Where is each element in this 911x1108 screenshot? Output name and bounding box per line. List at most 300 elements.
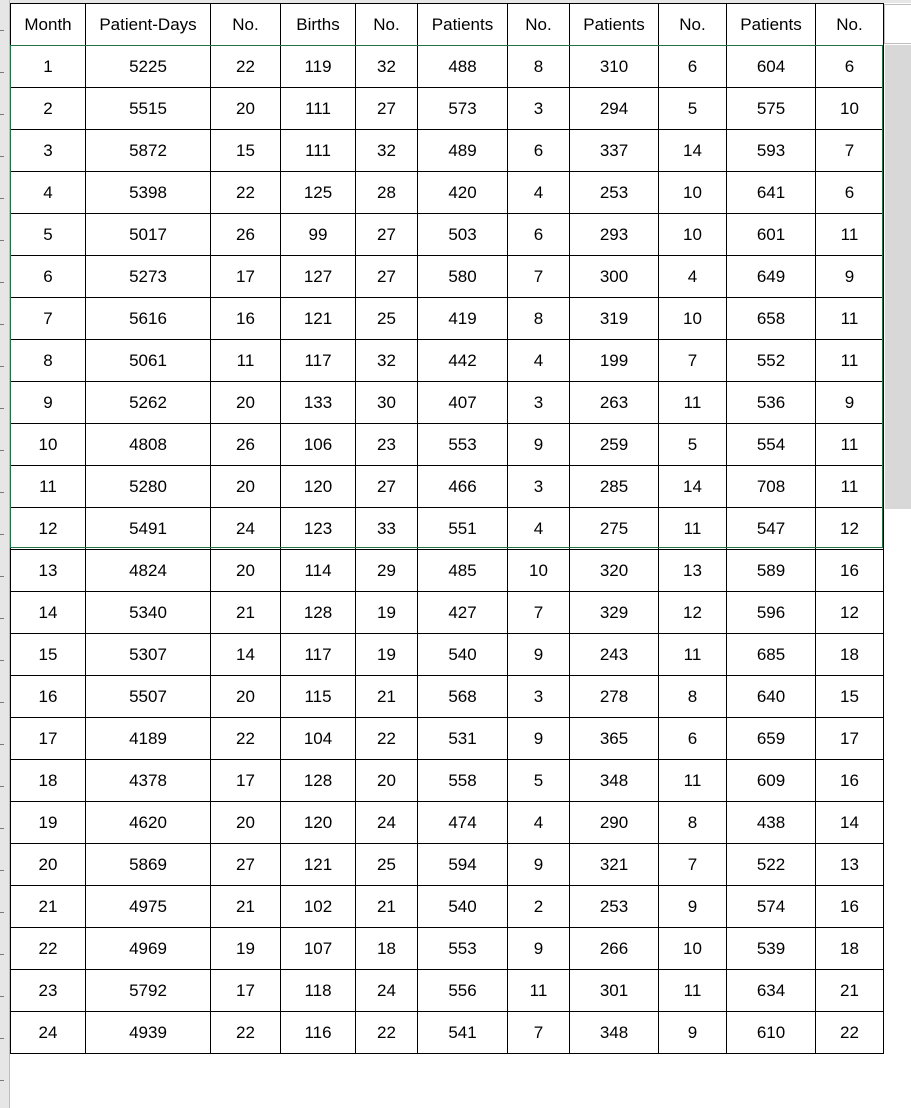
table-cell[interactable]: 26 bbox=[211, 214, 281, 256]
table-row bbox=[11, 760, 884, 802]
table-cell[interactable]: 104 bbox=[281, 718, 356, 760]
table-cell[interactable]: 9 bbox=[508, 424, 570, 466]
table-cell[interactable]: 32 bbox=[356, 340, 418, 382]
table-cell[interactable]: 4378 bbox=[86, 760, 211, 802]
table-cell[interactable]: 32 bbox=[356, 46, 418, 88]
table-cell[interactable]: 9 bbox=[508, 718, 570, 760]
table-cell[interactable]: 22 bbox=[211, 1012, 281, 1054]
table-cell[interactable]: 26 bbox=[211, 424, 281, 466]
table-cell[interactable]: 290 bbox=[570, 802, 659, 844]
table-cell[interactable]: 22 bbox=[211, 172, 281, 214]
table-cell[interactable]: 20 bbox=[211, 802, 281, 844]
table-cell[interactable]: 27 bbox=[211, 844, 281, 886]
table-cell[interactable]: 10 bbox=[659, 214, 727, 256]
spreadsheet-grid[interactable] bbox=[10, 3, 884, 1054]
table-cell[interactable]: 15 bbox=[816, 676, 884, 718]
table-cell[interactable]: 589 bbox=[727, 550, 816, 592]
table-cell[interactable]: 33 bbox=[356, 508, 418, 550]
table-cell[interactable]: 11 bbox=[659, 382, 727, 424]
row-header-tick bbox=[0, 828, 4, 829]
table-cell[interactable]: 6 bbox=[816, 172, 884, 214]
table-cell[interactable]: 114 bbox=[281, 550, 356, 592]
table-cell[interactable]: 6 bbox=[659, 718, 727, 760]
table-cell[interactable]: 16 bbox=[816, 760, 884, 802]
table-cell[interactable]: 243 bbox=[570, 634, 659, 676]
table-cell[interactable]: 19 bbox=[11, 802, 86, 844]
row-header-tick bbox=[0, 660, 4, 661]
table-cell[interactable]: 4 bbox=[508, 508, 570, 550]
table-cell[interactable]: 685 bbox=[727, 634, 816, 676]
table-cell[interactable]: 14 bbox=[11, 592, 86, 634]
table-cell[interactable]: 3 bbox=[508, 88, 570, 130]
row-header-tick bbox=[0, 954, 4, 955]
table-cell[interactable]: 28 bbox=[356, 172, 418, 214]
table-cell[interactable]: 573 bbox=[418, 88, 508, 130]
table-cell[interactable]: 438 bbox=[727, 802, 816, 844]
table-cell[interactable]: 488 bbox=[418, 46, 508, 88]
table-cell[interactable]: 128 bbox=[281, 760, 356, 802]
table-cell[interactable]: 22 bbox=[356, 1012, 418, 1054]
table-cell[interactable]: 11 bbox=[816, 298, 884, 340]
table-cell[interactable]: 14 bbox=[816, 802, 884, 844]
table-cell[interactable]: 10 bbox=[659, 172, 727, 214]
table-cell[interactable]: 12 bbox=[816, 592, 884, 634]
table-cell[interactable]: 266 bbox=[570, 928, 659, 970]
table-cell[interactable]: 20 bbox=[11, 844, 86, 886]
table-cell[interactable]: 8 bbox=[11, 340, 86, 382]
table-cell[interactable]: 659 bbox=[727, 718, 816, 760]
table-cell[interactable]: 12 bbox=[659, 592, 727, 634]
table-cell[interactable]: 5061 bbox=[86, 340, 211, 382]
table-cell[interactable]: 4620 bbox=[86, 802, 211, 844]
table-cell[interactable]: 117 bbox=[281, 340, 356, 382]
table-cell[interactable]: 604 bbox=[727, 46, 816, 88]
table-cell[interactable]: 3 bbox=[11, 130, 86, 172]
table-cell[interactable]: 474 bbox=[418, 802, 508, 844]
table-cell[interactable]: 9 bbox=[659, 886, 727, 928]
table-cell[interactable]: 18 bbox=[816, 634, 884, 676]
table-cell[interactable]: 8 bbox=[508, 298, 570, 340]
table-cell[interactable]: 121 bbox=[281, 844, 356, 886]
table-cell[interactable]: 610 bbox=[727, 1012, 816, 1054]
header-cell[interactable]: Patient-Days bbox=[86, 4, 211, 46]
table-row bbox=[11, 214, 884, 256]
table-cell[interactable]: 11 bbox=[816, 424, 884, 466]
row-header-tick bbox=[0, 492, 4, 493]
table-cell[interactable]: 17 bbox=[211, 970, 281, 1012]
table-cell[interactable]: 485 bbox=[418, 550, 508, 592]
table-row bbox=[11, 46, 884, 88]
table-cell[interactable]: 593 bbox=[727, 130, 816, 172]
table-cell[interactable]: 540 bbox=[418, 886, 508, 928]
table-cell[interactable]: 20 bbox=[211, 676, 281, 718]
table-cell[interactable]: 17 bbox=[211, 760, 281, 802]
header-cell[interactable]: Patients bbox=[727, 4, 816, 46]
table-cell[interactable]: 18 bbox=[11, 760, 86, 802]
table-cell[interactable]: 7 bbox=[508, 592, 570, 634]
vertical-scrollbar[interactable] bbox=[885, 45, 911, 509]
table-row bbox=[11, 634, 884, 676]
table-cell[interactable]: 8 bbox=[659, 802, 727, 844]
table-cell[interactable]: 536 bbox=[727, 382, 816, 424]
table-cell[interactable]: 310 bbox=[570, 46, 659, 88]
table-cell[interactable]: 9 bbox=[508, 634, 570, 676]
table-cell[interactable]: 6 bbox=[659, 46, 727, 88]
table-cell[interactable]: 2 bbox=[11, 88, 86, 130]
table-cell[interactable]: 16 bbox=[11, 676, 86, 718]
table-cell[interactable]: 365 bbox=[570, 718, 659, 760]
table-cell[interactable]: 23 bbox=[11, 970, 86, 1012]
table-cell[interactable]: 4 bbox=[508, 340, 570, 382]
table-cell[interactable]: 5872 bbox=[86, 130, 211, 172]
table-cell[interactable]: 5869 bbox=[86, 844, 211, 886]
table-cell[interactable]: 5515 bbox=[86, 88, 211, 130]
table-cell[interactable]: 24 bbox=[356, 802, 418, 844]
table-cell[interactable]: 17 bbox=[211, 256, 281, 298]
table-cell[interactable]: 10 bbox=[816, 88, 884, 130]
table-cell[interactable]: 19 bbox=[211, 928, 281, 970]
table-cell[interactable]: 531 bbox=[418, 718, 508, 760]
table-cell[interactable]: 300 bbox=[570, 256, 659, 298]
table-cell[interactable]: 5 bbox=[659, 88, 727, 130]
table-cell[interactable]: 22 bbox=[211, 718, 281, 760]
table-cell[interactable]: 4 bbox=[508, 172, 570, 214]
table-cell[interactable]: 8 bbox=[659, 676, 727, 718]
table-cell[interactable]: 7 bbox=[11, 298, 86, 340]
table-cell[interactable]: 3 bbox=[508, 382, 570, 424]
table-cell[interactable]: 111 bbox=[281, 88, 356, 130]
table-cell[interactable]: 22 bbox=[816, 1012, 884, 1054]
table-cell[interactable]: 16 bbox=[211, 298, 281, 340]
table-cell[interactable]: 7 bbox=[816, 130, 884, 172]
table-cell[interactable]: 5307 bbox=[86, 634, 211, 676]
table-cell[interactable]: 5280 bbox=[86, 466, 211, 508]
table-cell[interactable]: 24 bbox=[11, 1012, 86, 1054]
table-cell[interactable]: 5273 bbox=[86, 256, 211, 298]
table-cell[interactable]: 23 bbox=[356, 424, 418, 466]
table-cell[interactable]: 294 bbox=[570, 88, 659, 130]
table-cell[interactable]: 708 bbox=[727, 466, 816, 508]
header-cell[interactable]: Patients bbox=[418, 4, 508, 46]
table-cell[interactable]: 5507 bbox=[86, 676, 211, 718]
table-cell[interactable]: 199 bbox=[570, 340, 659, 382]
table-cell[interactable]: 337 bbox=[570, 130, 659, 172]
row-header-tick bbox=[0, 240, 4, 241]
table-cell[interactable]: 20 bbox=[211, 382, 281, 424]
table-cell[interactable]: 11 bbox=[659, 970, 727, 1012]
table-cell[interactable]: 10 bbox=[11, 424, 86, 466]
table-cell[interactable]: 556 bbox=[418, 970, 508, 1012]
table-cell[interactable]: 30 bbox=[356, 382, 418, 424]
table-cell[interactable]: 466 bbox=[418, 466, 508, 508]
table-cell[interactable]: 348 bbox=[570, 760, 659, 802]
table-cell[interactable]: 489 bbox=[418, 130, 508, 172]
table-cell[interactable]: 20 bbox=[356, 760, 418, 802]
table-cell[interactable]: 25 bbox=[356, 844, 418, 886]
table-cell[interactable]: 4969 bbox=[86, 928, 211, 970]
table-cell[interactable]: 641 bbox=[727, 172, 816, 214]
table-cell[interactable]: 11 bbox=[659, 508, 727, 550]
table-cell[interactable]: 10 bbox=[508, 550, 570, 592]
table-cell[interactable]: 24 bbox=[211, 508, 281, 550]
table-cell[interactable]: 121 bbox=[281, 298, 356, 340]
table-cell[interactable]: 21 bbox=[356, 676, 418, 718]
table-cell[interactable]: 5225 bbox=[86, 46, 211, 88]
table-cell[interactable]: 427 bbox=[418, 592, 508, 634]
table-cell[interactable]: 4939 bbox=[86, 1012, 211, 1054]
table-cell[interactable]: 27 bbox=[356, 256, 418, 298]
table-cell[interactable]: 20 bbox=[211, 466, 281, 508]
table-cell[interactable]: 111 bbox=[281, 130, 356, 172]
table-cell[interactable]: 5 bbox=[11, 214, 86, 256]
table-cell[interactable]: 5491 bbox=[86, 508, 211, 550]
table-cell[interactable]: 594 bbox=[418, 844, 508, 886]
table-row bbox=[11, 256, 884, 298]
table-cell[interactable]: 15 bbox=[11, 634, 86, 676]
table-cell[interactable]: 419 bbox=[418, 298, 508, 340]
table-cell[interactable]: 575 bbox=[727, 88, 816, 130]
table-cell[interactable]: 120 bbox=[281, 802, 356, 844]
table-cell[interactable]: 6 bbox=[508, 214, 570, 256]
table-cell[interactable]: 27 bbox=[356, 88, 418, 130]
table-cell[interactable]: 106 bbox=[281, 424, 356, 466]
table-cell[interactable]: 29 bbox=[356, 550, 418, 592]
table-cell[interactable]: 9 bbox=[508, 928, 570, 970]
table-cell[interactable]: 20 bbox=[211, 550, 281, 592]
table-cell[interactable]: 6 bbox=[816, 46, 884, 88]
table-cell[interactable]: 574 bbox=[727, 886, 816, 928]
table-cell[interactable]: 7 bbox=[659, 340, 727, 382]
table-cell[interactable]: 27 bbox=[356, 214, 418, 256]
table-cell[interactable]: 11 bbox=[211, 340, 281, 382]
table-cell[interactable]: 25 bbox=[356, 298, 418, 340]
table-cell[interactable]: 4189 bbox=[86, 718, 211, 760]
table-cell[interactable]: 22 bbox=[11, 928, 86, 970]
table-cell[interactable]: 9 bbox=[508, 844, 570, 886]
table-cell[interactable]: 125 bbox=[281, 172, 356, 214]
row-header-tick bbox=[0, 576, 4, 577]
table-cell[interactable]: 18 bbox=[816, 928, 884, 970]
table-cell[interactable]: 21 bbox=[211, 592, 281, 634]
table-cell[interactable]: 20 bbox=[211, 88, 281, 130]
header-cell[interactable]: No. bbox=[816, 4, 884, 46]
table-cell[interactable]: 19 bbox=[356, 592, 418, 634]
table-cell[interactable]: 5 bbox=[659, 424, 727, 466]
table-cell[interactable]: 539 bbox=[727, 928, 816, 970]
table-cell[interactable]: 4975 bbox=[86, 886, 211, 928]
table-cell[interactable]: 278 bbox=[570, 676, 659, 718]
table-cell[interactable]: 14 bbox=[211, 634, 281, 676]
table-cell[interactable]: 640 bbox=[727, 676, 816, 718]
table-cell[interactable]: 12 bbox=[11, 508, 86, 550]
table-cell[interactable]: 10 bbox=[659, 928, 727, 970]
table-cell[interactable]: 7 bbox=[508, 1012, 570, 1054]
table-cell[interactable]: 553 bbox=[418, 928, 508, 970]
table-cell[interactable]: 4824 bbox=[86, 550, 211, 592]
table-cell[interactable]: 442 bbox=[418, 340, 508, 382]
row-header-tick bbox=[0, 156, 4, 157]
table-cell[interactable]: 275 bbox=[570, 508, 659, 550]
table-cell[interactable]: 5792 bbox=[86, 970, 211, 1012]
table-cell[interactable]: 102 bbox=[281, 886, 356, 928]
table-cell[interactable]: 541 bbox=[418, 1012, 508, 1054]
table-cell[interactable]: 24 bbox=[356, 970, 418, 1012]
table-cell[interactable]: 9 bbox=[816, 256, 884, 298]
table-cell[interactable]: 22 bbox=[211, 46, 281, 88]
table-cell[interactable]: 21 bbox=[816, 970, 884, 1012]
table-cell[interactable]: 5 bbox=[508, 760, 570, 802]
table-cell[interactable]: 9 bbox=[11, 382, 86, 424]
table-cell[interactable]: 321 bbox=[570, 844, 659, 886]
table-cell[interactable]: 14 bbox=[659, 130, 727, 172]
table-cell[interactable]: 552 bbox=[727, 340, 816, 382]
table-cell[interactable]: 133 bbox=[281, 382, 356, 424]
table-cell[interactable]: 407 bbox=[418, 382, 508, 424]
table-cell[interactable]: 12 bbox=[816, 508, 884, 550]
table-cell[interactable]: 554 bbox=[727, 424, 816, 466]
table-cell[interactable]: 5616 bbox=[86, 298, 211, 340]
table-cell[interactable]: 117 bbox=[281, 634, 356, 676]
empty-cell[interactable] bbox=[884, 4, 911, 44]
table-cell[interactable]: 1 bbox=[11, 46, 86, 88]
table-cell[interactable]: 19 bbox=[356, 634, 418, 676]
table-cell[interactable]: 21 bbox=[11, 886, 86, 928]
table-cell[interactable]: 253 bbox=[570, 886, 659, 928]
table-cell[interactable]: 540 bbox=[418, 634, 508, 676]
header-cell[interactable]: No. bbox=[356, 4, 418, 46]
table-cell[interactable]: 21 bbox=[356, 886, 418, 928]
table-cell[interactable]: 14 bbox=[659, 466, 727, 508]
table-cell[interactable]: 568 bbox=[418, 676, 508, 718]
table-cell[interactable]: 263 bbox=[570, 382, 659, 424]
table-cell[interactable]: 348 bbox=[570, 1012, 659, 1054]
table-cell[interactable]: 6 bbox=[11, 256, 86, 298]
table-cell[interactable]: 7 bbox=[508, 256, 570, 298]
table-cell[interactable]: 4 bbox=[11, 172, 86, 214]
table-cell[interactable]: 123 bbox=[281, 508, 356, 550]
table-cell[interactable]: 11 bbox=[816, 466, 884, 508]
table-cell[interactable]: 5262 bbox=[86, 382, 211, 424]
table-cell[interactable]: 301 bbox=[570, 970, 659, 1012]
row-header-tick bbox=[0, 366, 4, 367]
table-cell[interactable]: 5017 bbox=[86, 214, 211, 256]
table-cell[interactable]: 119 bbox=[281, 46, 356, 88]
table-cell[interactable]: 107 bbox=[281, 928, 356, 970]
table-row bbox=[11, 382, 884, 424]
table-cell[interactable]: 11 bbox=[508, 970, 570, 1012]
table-cell[interactable]: 658 bbox=[727, 298, 816, 340]
table-cell[interactable]: 601 bbox=[727, 214, 816, 256]
table-cell[interactable]: 8 bbox=[508, 46, 570, 88]
table-cell[interactable]: 609 bbox=[727, 760, 816, 802]
row-header-tick bbox=[0, 324, 4, 325]
header-cell[interactable]: Patients bbox=[570, 4, 659, 46]
table-cell[interactable]: 11 bbox=[11, 466, 86, 508]
table-cell[interactable]: 120 bbox=[281, 466, 356, 508]
table-cell[interactable]: 21 bbox=[211, 886, 281, 928]
table-cell[interactable]: 27 bbox=[356, 466, 418, 508]
table-cell[interactable]: 11 bbox=[816, 214, 884, 256]
table-cell[interactable]: 329 bbox=[570, 592, 659, 634]
table-cell[interactable]: 3 bbox=[508, 676, 570, 718]
table-cell[interactable]: 99 bbox=[281, 214, 356, 256]
table-cell[interactable]: 503 bbox=[418, 214, 508, 256]
table-cell[interactable]: 293 bbox=[570, 214, 659, 256]
table-cell[interactable]: 319 bbox=[570, 298, 659, 340]
table-cell[interactable]: 18 bbox=[356, 928, 418, 970]
table-cell[interactable]: 4 bbox=[508, 802, 570, 844]
table-cell[interactable]: 320 bbox=[570, 550, 659, 592]
table-cell[interactable]: 116 bbox=[281, 1012, 356, 1054]
table-row bbox=[11, 550, 884, 592]
table-cell[interactable]: 6 bbox=[508, 130, 570, 172]
row-header-tick bbox=[0, 1080, 4, 1081]
table-cell[interactable]: 22 bbox=[356, 718, 418, 760]
header-cell[interactable]: No. bbox=[211, 4, 281, 46]
table-cell[interactable]: 5398 bbox=[86, 172, 211, 214]
table-cell[interactable]: 11 bbox=[659, 760, 727, 802]
table-cell[interactable]: 13 bbox=[659, 550, 727, 592]
table-cell[interactable]: 9 bbox=[816, 382, 884, 424]
table-cell[interactable]: 7 bbox=[659, 844, 727, 886]
table-cell[interactable]: 15 bbox=[211, 130, 281, 172]
table-cell[interactable]: 551 bbox=[418, 508, 508, 550]
table-cell[interactable]: 285 bbox=[570, 466, 659, 508]
table-cell[interactable]: 11 bbox=[659, 634, 727, 676]
table-cell[interactable]: 259 bbox=[570, 424, 659, 466]
table-cell[interactable]: 5340 bbox=[86, 592, 211, 634]
header-cell[interactable]: Births bbox=[281, 4, 356, 46]
table-cell[interactable]: 634 bbox=[727, 970, 816, 1012]
table-row bbox=[11, 802, 884, 844]
table-cell[interactable]: 558 bbox=[418, 760, 508, 802]
table-cell[interactable]: 16 bbox=[816, 550, 884, 592]
table-cell[interactable]: 2 bbox=[508, 886, 570, 928]
header-cell[interactable]: Month bbox=[11, 4, 86, 46]
table-cell[interactable]: 13 bbox=[816, 844, 884, 886]
table-cell[interactable]: 13 bbox=[11, 550, 86, 592]
table-cell[interactable]: 4 bbox=[659, 256, 727, 298]
table-cell[interactable]: 127 bbox=[281, 256, 356, 298]
header-cell[interactable]: No. bbox=[508, 4, 570, 46]
table-cell[interactable]: 128 bbox=[281, 592, 356, 634]
table-cell[interactable]: 580 bbox=[418, 256, 508, 298]
table-cell[interactable]: 118 bbox=[281, 970, 356, 1012]
table-cell[interactable]: 3 bbox=[508, 466, 570, 508]
table-cell[interactable]: 420 bbox=[418, 172, 508, 214]
table-cell[interactable]: 547 bbox=[727, 508, 816, 550]
table-cell[interactable]: 9 bbox=[659, 1012, 727, 1054]
table-cell[interactable]: 115 bbox=[281, 676, 356, 718]
table-cell[interactable]: 649 bbox=[727, 256, 816, 298]
row-header-strip[interactable] bbox=[0, 0, 10, 1108]
table-cell[interactable]: 17 bbox=[11, 718, 86, 760]
table-cell[interactable]: 16 bbox=[816, 886, 884, 928]
table-cell[interactable]: 253 bbox=[570, 172, 659, 214]
table-cell[interactable]: 32 bbox=[356, 130, 418, 172]
table-cell[interactable]: 553 bbox=[418, 424, 508, 466]
table-cell[interactable]: 10 bbox=[659, 298, 727, 340]
header-cell[interactable]: No. bbox=[659, 4, 727, 46]
row-header-tick bbox=[0, 114, 4, 115]
table-row bbox=[11, 676, 884, 718]
table-cell[interactable]: 17 bbox=[816, 718, 884, 760]
table-cell[interactable]: 596 bbox=[727, 592, 816, 634]
table-cell[interactable]: 522 bbox=[727, 844, 816, 886]
table-cell[interactable]: 4808 bbox=[86, 424, 211, 466]
table-row bbox=[11, 928, 884, 970]
table-cell[interactable]: 11 bbox=[816, 340, 884, 382]
